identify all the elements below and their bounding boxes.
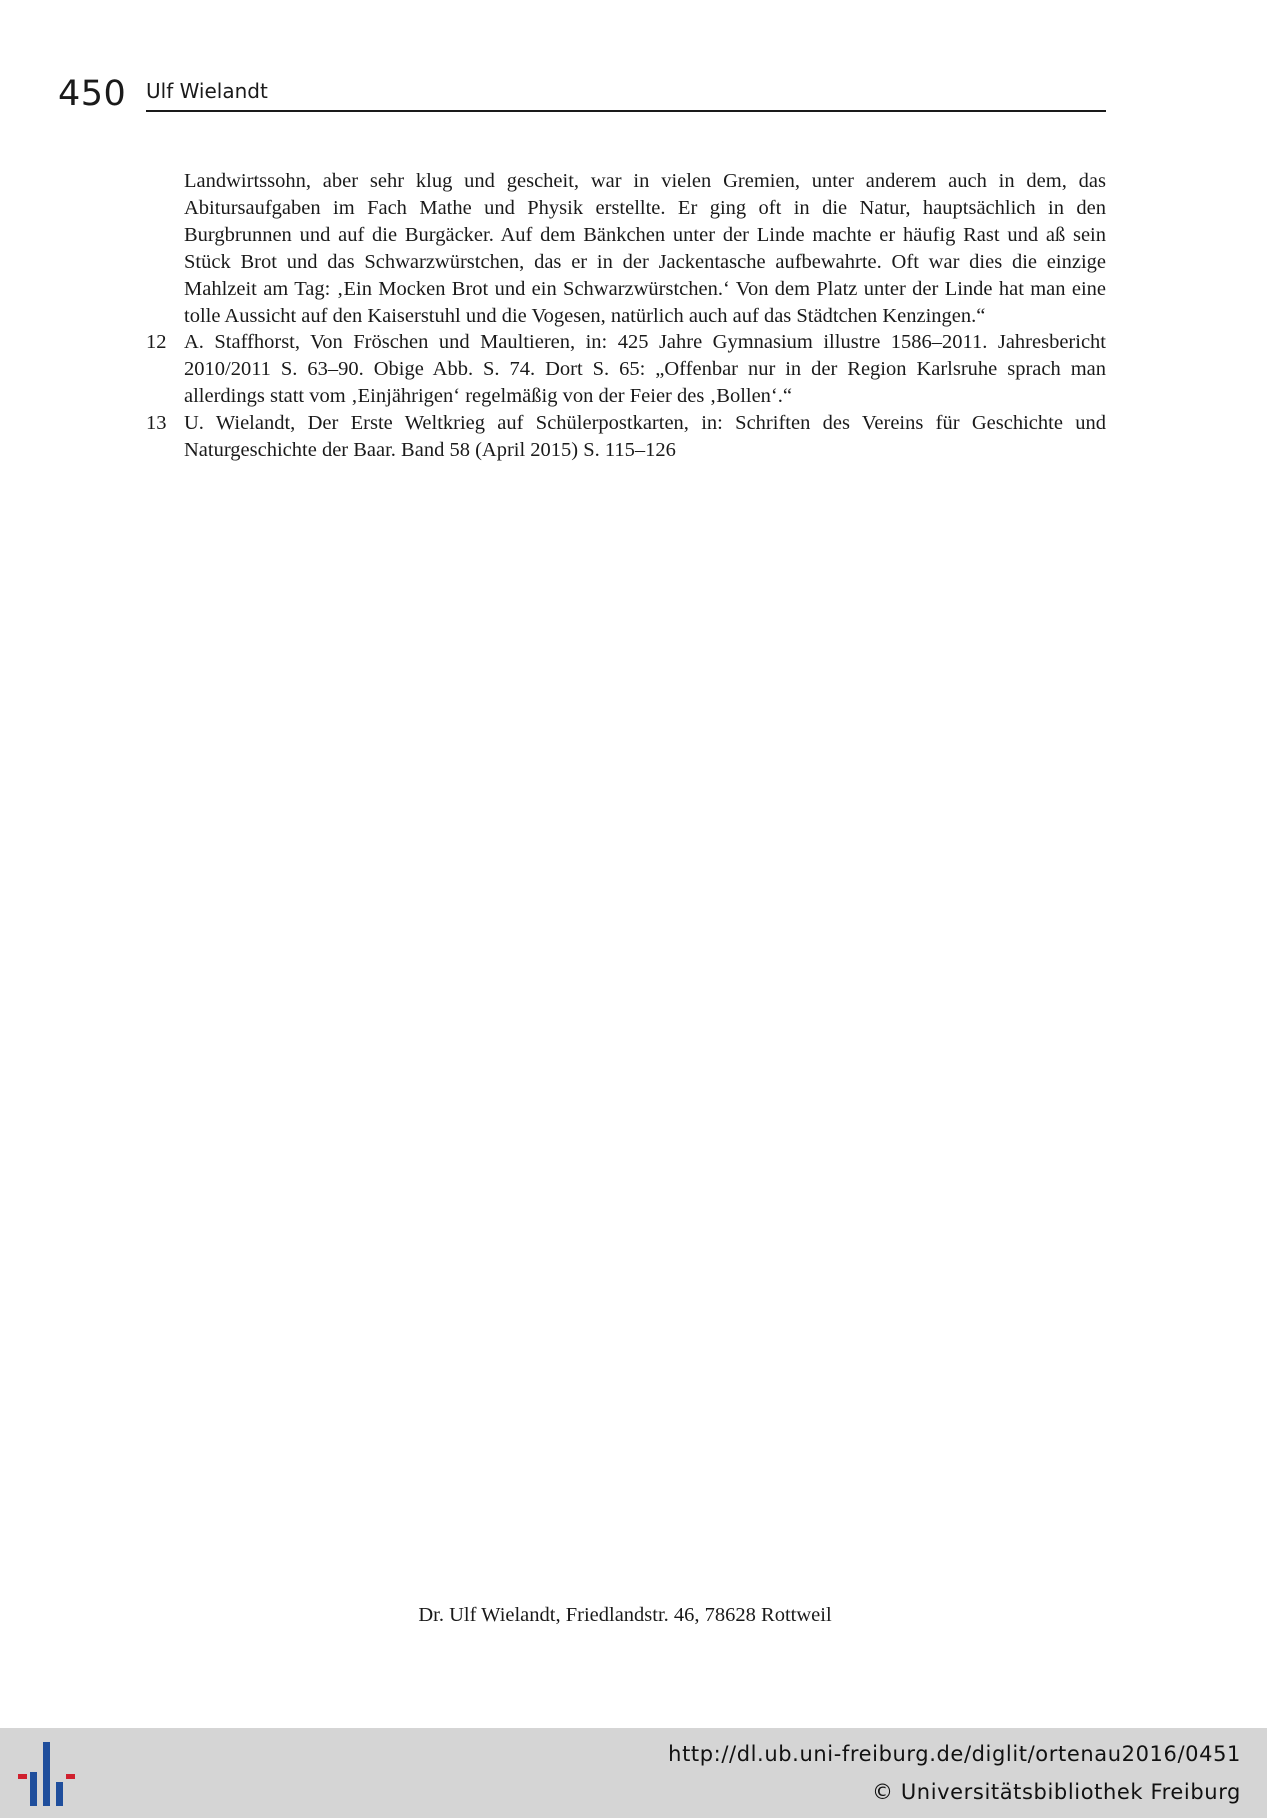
footer-bar: [0, 1728, 1267, 1818]
source-url-link[interactable]: http://dl.ub.uni-freiburg.de/diglit/ortenau2016/0451: [668, 1742, 1241, 1766]
footnote-number: 12: [146, 331, 167, 354]
footnote-13: [146, 410, 1106, 464]
page-number: 450: [58, 74, 127, 114]
footnote-12: [146, 329, 1106, 410]
footnote-number: 13: [146, 412, 167, 435]
running-head-author: Ulf Wielandt: [146, 79, 268, 103]
ub-freiburg-logo-icon: [16, 1738, 80, 1808]
footnote-text: A. Staffhorst, Von Fröschen und Maultieren, in: 425 Jahre Gymnasium illustre 1586–2011. Jahresbericht 2010/2011 S. 63–90. Obige Abb. S. 74. Dort S. 65: „Offenbar nur in der Region Karlsruhe sprach man allerdings statt vom ‚Einjährigen‘ regelmäßig von der Feier des ‚Bollen‘.“: [184, 331, 1106, 408]
author-address: Dr. Ulf Wielandt, Friedlandstr. 46, 78628 Rottweil: [418, 1604, 832, 1626]
body-paragraph: Landwirtssohn, aber sehr klug und gescheit, war in vielen Gremien, unter anderem auch in dem, das Abitursaufgaben im Fach Mathe und Physik erstellte. Er ging oft in die Natur, hauptsächlich in den Burgbrunnen und auf die Burgäcker. Auf dem Bänkchen unter der Linde machte er häufig Rast und aß sein Stück Brot und das Schwarzwürstchen, das er in der Jackentasche aufbewahrte. Oft war dies die einzige Mahlzeit am Tag: ‚Ein Mocken Brot und ein Schwarzwürstchen.‘ Von dem Platz unter der Linde hat man eine tolle Aussicht auf den Kaiserstuhl und die Vogesen, natürlich auch auf das Städtchen Kenzingen.“: [184, 170, 1106, 327]
copyright-notice: © Universitätsbibliothek Freiburg: [871, 1780, 1241, 1804]
main-text-block: [146, 168, 1106, 464]
footnote-text: U. Wielandt, Der Erste Weltkrieg auf Schülerpostkarten, in: Schriften des Vereins für Geschichte und Naturgeschichte der Baar. Band 58 (April 2015) S. 115–126: [184, 412, 1106, 462]
header-rule: [146, 110, 1106, 112]
